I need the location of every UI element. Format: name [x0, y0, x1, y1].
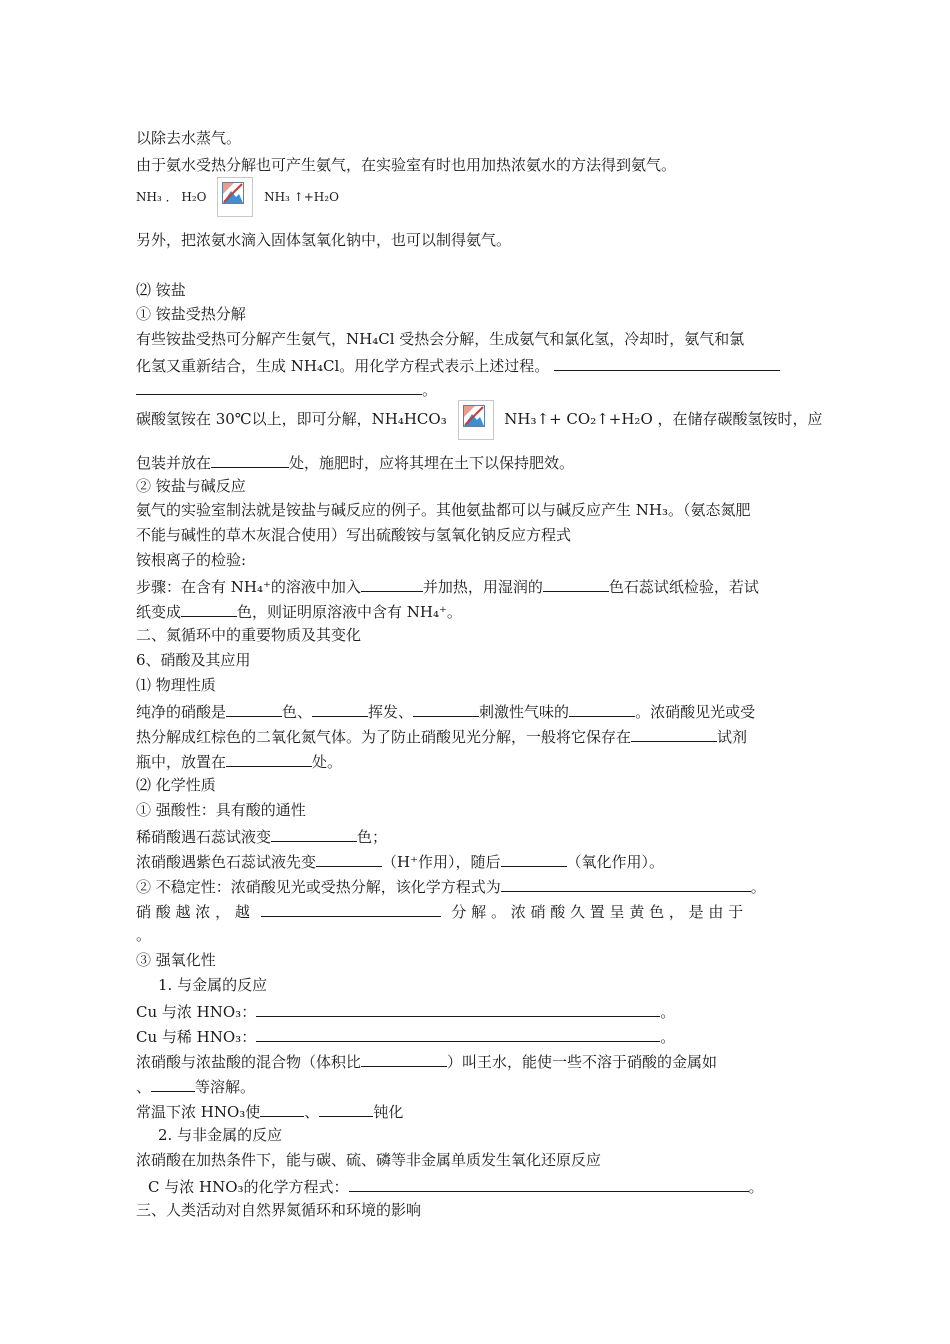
product: NH₃ ↑+H₂O — [264, 190, 339, 204]
text-line: 纸变成 色，则证明原溶液中含有 NH₄⁺。 — [136, 600, 462, 622]
answer-blank[interactable] — [501, 850, 567, 867]
text-line: ② 不稳定性：浓硝酸见光或受热分解，该化学方程式为 。 — [136, 875, 766, 897]
answer-blank[interactable] — [319, 1100, 373, 1117]
answer-blank[interactable] — [413, 700, 479, 717]
text-line: 常温下浓 HNO₃使 、 钝化 — [136, 1100, 403, 1122]
text-line: 热分解成红棕色的二氧化氮气体。为了防止硝酸见光分解，一般将它保存在 试剂 — [136, 725, 747, 747]
text-line: 纯净的硝酸是 色、 挥发、 刺激性气味的 。浓硝酸见光或受 — [136, 700, 755, 722]
section-heading: 三、人类活动对自然界氮循环和环境的影响 — [136, 1201, 422, 1219]
text-line: 铵根离子的检验: — [136, 551, 247, 569]
text-line: 步骤：在含有 NH₄⁺的溶液中加入 并加热，用湿润的 色石蕊试纸检验，若试 — [136, 575, 759, 597]
subsection-heading: ⑴ 物理性质 — [136, 676, 216, 694]
text-line: 浓硝酸遇紫色石蕊试液先变 （H⁺作用），随后 （氧化作用）。 — [136, 850, 664, 872]
answer-blank[interactable] — [181, 600, 237, 617]
subsection-heading: 6、硝酸及其应用 — [136, 651, 251, 669]
answer-blank[interactable] — [226, 750, 312, 767]
text-line: 瓶中，放置在 处。 — [136, 750, 342, 772]
answer-blank[interactable] — [151, 1075, 195, 1092]
subsection-heading: ① 铵盐受热分解 — [136, 305, 246, 323]
broken-image-icon — [217, 177, 253, 217]
subsection-heading: ⑵ 化学性质 — [136, 776, 216, 794]
text-line: 硝 酸 越 浓 ， 越 分 解 。 浓 硝 酸 久 置 呈 黄 色 ， 是 由 于 — [136, 900, 743, 922]
answer-blank[interactable] — [361, 1050, 447, 1067]
answer-blank[interactable] — [631, 725, 717, 742]
answer-blank[interactable] — [554, 354, 780, 371]
text-line: 化氢又重新结合，生成 NH₄Cl。用化学方程式表示上述过程。 — [136, 354, 780, 376]
subsection-heading: 2. 与非金属的反应 — [158, 1126, 283, 1144]
text-line: 。 — [136, 378, 437, 400]
text-line: 浓硝酸在加热条件下，能与碳、硫、磷等非金属单质发生氧化还原反应 — [136, 1151, 602, 1169]
subsection-heading: 1. 与金属的反应 — [158, 976, 268, 994]
answer-blank[interactable] — [349, 1175, 749, 1192]
subsection-heading: ① 强酸性：具有酸的通性 — [136, 801, 306, 819]
section-heading: 二、氮循环中的重要物质及其变化 — [136, 626, 362, 644]
answer-blank[interactable] — [256, 1025, 660, 1042]
text-line: 、 等溶解。 — [136, 1075, 255, 1097]
equation-line: 碳酸氢铵在 30℃以上，即可分解，NH₄HCO₃ NH₃↑+ CO₂↑+H₂O ，在储存碳酸氢铵时，应 — [136, 398, 823, 440]
text-line: C 与浓 HNO₃的化学方程式： 。 — [148, 1175, 764, 1197]
answer-blank[interactable] — [271, 825, 357, 842]
answer-blank[interactable] — [261, 900, 441, 917]
answer-blank[interactable] — [312, 700, 368, 717]
answer-blank[interactable] — [316, 850, 382, 867]
text-line: 有些铵盐受热可分解产生氨气，NH₄Cl 受热会分解，生成氨气和氯化氢，冷却时，氨气和氯 — [136, 330, 745, 348]
text-line: 由于氨水受热分解也可产生氨气，在实验室有时也用加热浓氨水的方法得到氨气。 — [136, 156, 677, 174]
text-line: 氨气的实验室制法就是铵盐与碱反应的例子。其他氨盐都可以与碱反应产生 NH₃。（氨态氮肥 — [136, 501, 751, 519]
equation-line — [136, 176, 339, 217]
answer-blank[interactable] — [256, 1000, 660, 1017]
answer-blank[interactable] — [211, 451, 289, 468]
text-line: 。 — [136, 926, 152, 944]
text-line: 以除去水蒸气。 — [136, 129, 242, 147]
text-line: 稀硝酸遇石蕊试液变 色； — [136, 825, 387, 847]
text-line: 包装并放在 处，施肥时，应将其埋在土下以保持肥效。 — [136, 451, 574, 473]
subsection-heading: ③ 强氧化性 — [136, 951, 216, 969]
reactant: NH₃ ． H₂O — [136, 190, 207, 204]
answer-blank[interactable] — [226, 700, 282, 717]
answer-blank[interactable] — [543, 575, 609, 592]
answer-blank[interactable] — [361, 575, 423, 592]
answer-blank[interactable] — [501, 875, 751, 892]
text-line: Cu 与稀 HNO₃： 。 — [136, 1025, 675, 1047]
subsection-heading: ② 铵盐与碱反应 — [136, 477, 246, 495]
answer-blank[interactable] — [136, 378, 422, 395]
answer-blank[interactable] — [569, 700, 635, 717]
answer-blank[interactable] — [260, 1100, 304, 1117]
text-line: 另外，把浓氨水滴入固体氢氧化钠中，也可以制得氨气。 — [136, 231, 512, 249]
text-line: 浓硝酸与浓盐酸的混合物（体积比 ）叫王水，能使一些不溶于硝酸的金属如 — [136, 1050, 717, 1072]
section-heading: ⑵ 铵盐 — [136, 281, 186, 299]
broken-image-icon — [458, 400, 494, 440]
text-line: Cu 与浓 HNO₃： 。 — [136, 1000, 675, 1022]
text-line: 不能与碱性的草木灰混合使用）写出硫酸铵与氢氧化钠反应方程式 — [136, 526, 572, 544]
